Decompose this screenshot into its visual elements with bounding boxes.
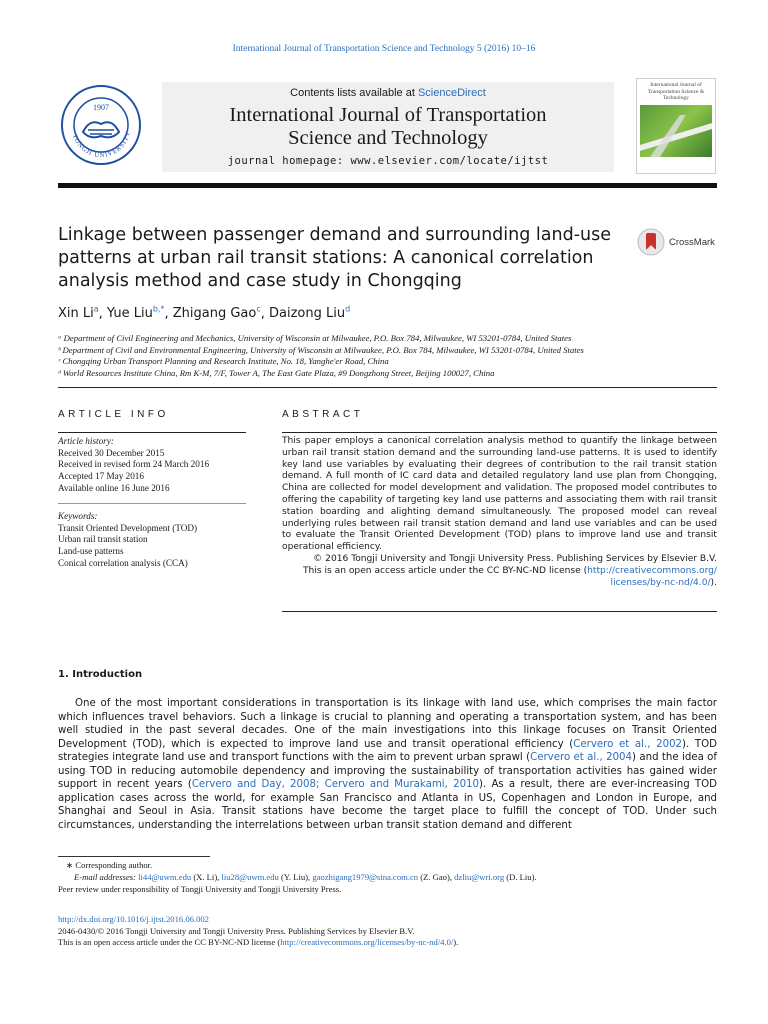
license-link[interactable]: http://creativecommons.org/licenses/by-nc-nd/4.0/ — [280, 937, 454, 947]
masthead — [162, 82, 614, 172]
article-info-heading: ARTICLE INFO — [58, 409, 169, 420]
email-link[interactable]: dzliu@wri.org — [454, 872, 505, 882]
running-header[interactable]: International Journal of Transportation Science and Technology 5 (2016) 10–16 — [232, 44, 536, 54]
license-link-part-2[interactable]: licenses/by-nc-nd/4.0/ — [610, 577, 711, 588]
doi-link[interactable]: http://dx.doi.org/10.1016/j.ijtst.2016.06.002 — [58, 914, 209, 924]
svg-text:TONGJI UNIVERSITY: TONGJI UNIVERSITY — [70, 130, 132, 160]
abstract-copyright: © 2016 Tongji University and Tongji University Press. Publishing Services by Elsevier B.V. — [313, 553, 717, 564]
abstract-end-rule — [282, 611, 717, 612]
citation-link[interactable]: Cervero et al., 2002 — [573, 738, 683, 750]
peer-review-note: Peer review under responsibility of Tongji University and Tongji University Press. — [58, 884, 342, 894]
crossmark-button[interactable] — [637, 228, 727, 256]
article-history-label: Article history: — [58, 436, 114, 446]
keywords — [58, 511, 246, 570]
bottom-notes — [58, 914, 717, 949]
affiliation: ᵃ Department of Civil Engineering and Mechanics, University of Wisconsin at Milwaukee, P.O. Box 784, Milwaukee, WI 53201-0784, United States — [58, 333, 572, 343]
abstract-rule — [282, 432, 717, 433]
journal-homepage — [162, 155, 614, 167]
author[interactable]: Zhigang Gao$^c$ — [172, 305, 261, 322]
introduction-heading: 1. Introduction — [58, 669, 143, 680]
footnotes — [58, 859, 717, 895]
keyword: Urban rail transit station — [58, 534, 148, 545]
abstract-text: This paper employs a canonical correlation analysis method to quantify the linkage between urban rail transit station demand and the surrounding land-use patterns. It is used to identify key land use variables by evaluating their degrees of contribution to the rail transit station demand. A full month of IC card data and detailed regulatory land use plan from Chongqing, China are collected for model development and validation. The proposed model contributes to offering the capability of targeting key land use patterns and associating them with rail transit station boarding and alighting demand simultaneously. The proposed model can reveal underlying rules between rail transit station demand and land use variables and can be used to evaluate the Transit Oriented Development (TOD) plans to improve land use and transit operational efficiency. — [282, 436, 717, 553]
keywords-rule — [58, 503, 246, 504]
license-link-part-1[interactable]: http://creativecommons.org/ — [587, 565, 717, 576]
email-link[interactable]: li44@uwm.edu — [138, 872, 192, 882]
corresponding-author-note: ∗ Corresponding author. — [66, 860, 153, 870]
email-addresses: E-mail addresses: li44@uwm.edu (X. Li), liu28@uwm.edu (Y. Liu), gaozhigang1979@sina.com.cn (Z. Gao), dzliu@wri.org (D. Liu). — [74, 872, 537, 882]
homepage-prefix: journal homepage: — [227, 155, 351, 167]
cover-title: International Journal of Transportation Science & Technology — [647, 82, 705, 101]
open-access-line: This is an open access article under the CC BY-NC-ND license (http://creativecommons.org/licenses/by-nc-nd/4.0/). — [58, 937, 459, 947]
banner-rule — [58, 183, 717, 188]
citation-link[interactable]: Cervero and Day, 2008; Cervero and Murakami, 2010 — [191, 779, 480, 790]
author[interactable]: Yue Liu$^{b,*}$ — [106, 305, 165, 322]
keyword: Land-use patterns — [58, 546, 124, 557]
journal-banner — [58, 78, 716, 188]
cover-road-graphic — [640, 105, 712, 157]
article-info-rule — [58, 432, 246, 433]
author-list: Xin Li$^a$, Yue Liu$^{b,*}$, Zhigang Gao$^c$, Daizong Liu$^d$ — [58, 305, 351, 322]
keyword: Conical correlation analysis (CCA) — [58, 557, 188, 568]
history-item: Received in revised form 24 March 2016 — [58, 459, 210, 470]
issn-line: 2046-0430/© 2016 Tongji University and Tongji University Press. Publishing Services by Elsevier B.V. — [58, 925, 415, 936]
introduction-paragraph: One of the most important considerations in transportation is its linkage with land use, which comprises the main factor which influences travel behaviors. Such a linkage is crucial to planning and operating a transportation system, and has been well studied in the past several decades. One of the main investigations into this linkage focuses on Transit Oriented Development (TOD), which is expected to improve land use and transit operational efficiency (Cervero et al., 2002). TOD strategies integrate land use and transport functions with the aim to prevent urban sprawl (Cervero et al., 2004) and the idea of using TOD in reducing automobile dependency and improving the sustainability of transportation activities has gained wider support in recent years (Cervero and Day, 2008; Cervero and Murakami, 2010). As a result, there are ever-increasing TOD application cases across the world, for example San Francisco and Atlanta in US, Copenhagen and London in Europe, and Shanghai and Seoul in Asia. Transit stations have become the target place to fulfill the concept of TOD. Under such circumstances, understanding the interrelations between urban transit station demand and different — [58, 698, 717, 831]
history-item: Available online 16 June 2016 — [58, 482, 170, 493]
history-item: Received 30 December 2015 — [58, 447, 165, 458]
abstract-heading: ABSTRACT — [282, 409, 364, 420]
cover-image — [640, 105, 712, 157]
abstract — [282, 436, 717, 589]
svg-text:1907: 1907 — [93, 103, 109, 112]
author[interactable]: Xin Li$^a$ — [58, 305, 99, 322]
journal-cover-thumbnail[interactable] — [636, 78, 716, 174]
contents-prefix: Contents lists available at — [290, 87, 418, 99]
affiliations — [58, 333, 718, 379]
citation-link[interactable]: Cervero et al., 2004 — [530, 752, 633, 763]
email-link[interactable]: liu28@uwm.edu — [221, 872, 279, 882]
journal-title-line-1: International Journal of Transportation — [229, 104, 547, 126]
crossmark-icon — [637, 228, 665, 256]
keywords-label: Keywords: — [58, 511, 98, 521]
affiliation-rule — [58, 387, 717, 388]
sciencedirect-link[interactable]: ScienceDirect — [417, 87, 486, 99]
homepage-url[interactable]: www.elsevier.com/locate/ijtst — [350, 155, 549, 167]
affiliation: ᵇ Department of Civil and Environmental Engineering, University of Wisconsin at Milwaukee, P.O. Box 784, Milwaukee, WI 53201-0784, United States — [58, 344, 584, 355]
journal-title-line-2: Science and Technology — [288, 127, 488, 149]
history-item: Accepted 17 May 2016 — [58, 471, 144, 482]
abstract-license: This is an open access article under the CC BY-NC-ND license (http://creativecommons.org/ licenses/by-nc-nd/4.0/). — [303, 565, 717, 588]
contents-line — [162, 87, 614, 99]
footnote-rule — [58, 856, 210, 857]
email-link[interactable]: gaozhigang1979@sina.com.cn — [312, 872, 419, 882]
journal-title — [162, 104, 614, 150]
keyword: Transit Oriented Development (TOD) — [58, 522, 198, 533]
affiliation: ᶜ Chongqing Urban Transport Planning and Research Institute, No. 18, Yanghe'er Road, China — [58, 356, 389, 366]
article-title: Linkage between passenger demand and surrounding land-use patterns at urban rail transit stations: A canonical correlation analysis method and case study in Chongqing — [58, 225, 611, 291]
tongji-university-logo — [60, 84, 142, 166]
article-history — [58, 436, 246, 495]
crossmark-label: CrossMark — [669, 237, 715, 248]
affiliation: ᵈ World Resources Institute China, Rm K-M, 7/F, Tower A, The East Gate Plaza, #9 Dongzhong Street, Beijing 100027, China — [58, 367, 495, 378]
author[interactable]: Daizong Liu$^d$ — [269, 305, 351, 322]
